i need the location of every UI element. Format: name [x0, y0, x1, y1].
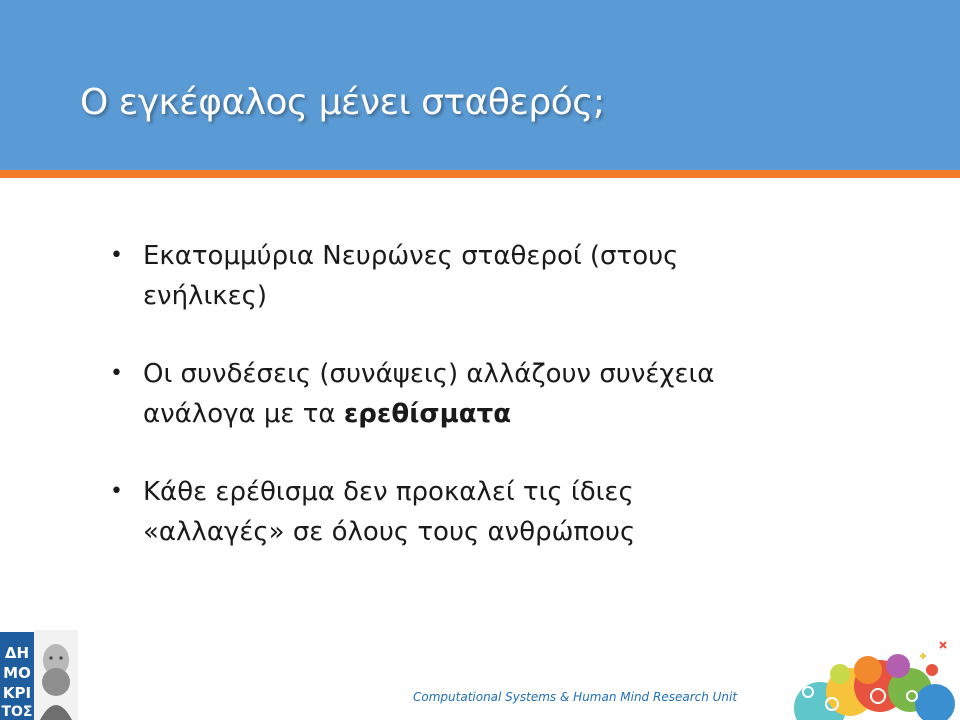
bullet-marker: •: [110, 361, 123, 386]
svg-text:ΜΟ: ΜΟ: [3, 664, 31, 682]
bullet-text-line2: «αλλαγές» σε όλους τους ανθρώπους: [143, 517, 636, 547]
footer-research-unit: Computational Systems & Human Mind Research Unit: [413, 690, 738, 704]
svg-text:ΤΟΣ: ΤΟΣ: [1, 704, 33, 720]
bullet-text-line2: ενήλικες): [143, 281, 268, 311]
slide-title: Ο εγκέφαλος μένει σταθερός;: [80, 82, 605, 123]
svg-text:ΔΗ: ΔΗ: [4, 644, 30, 662]
bullet-text-line2: ανάλογα με τα: [143, 399, 344, 429]
bullet-list: [110, 236, 850, 590]
bullet-item-stimuli: [110, 472, 850, 552]
bullet-text-line1: Κάθε ερέθισμα δεν προκαλεί τις ίδιες: [143, 477, 634, 507]
bullet-bold-term: ερεθίσματα: [343, 399, 512, 429]
bullet-text-line1: Εκατομμύρια Νευρώνες σταθεροί (στους: [143, 241, 679, 271]
philosopher-bust-icon: [34, 630, 78, 720]
demokritos-logo-icon: [0, 632, 34, 720]
svg-text:ΚΡΙ: ΚΡΙ: [2, 684, 32, 702]
bullet-item-neurons: [110, 236, 850, 316]
colorful-brain-icon: [780, 630, 960, 720]
bullet-marker: •: [110, 479, 123, 504]
bullet-marker: •: [110, 243, 123, 268]
title-underline: [0, 170, 960, 178]
bullet-text-line1: Οι συνδέσεις (συνάψεις) αλλάζουν συνέχεια: [143, 359, 715, 389]
bullet-item-synapses: [110, 354, 850, 434]
